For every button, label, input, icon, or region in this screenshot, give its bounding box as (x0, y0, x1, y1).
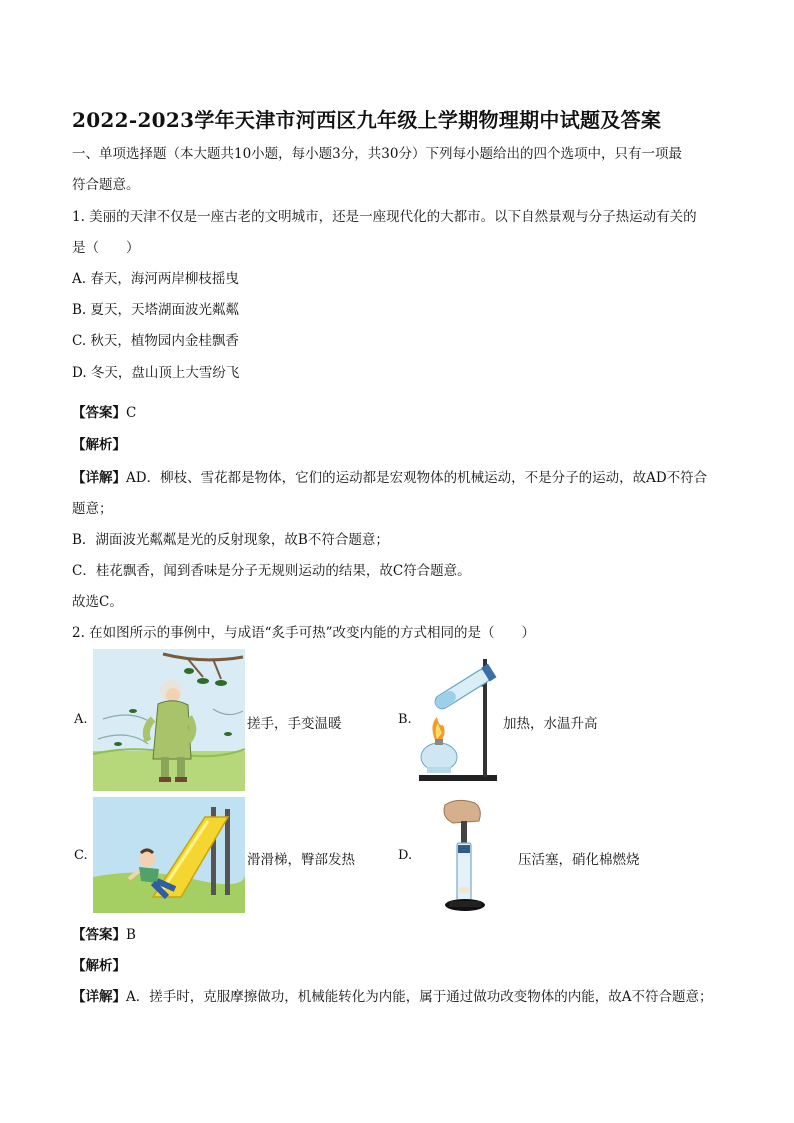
q2-answer (72, 925, 136, 945)
q1-detail-b: B．湖面波光粼粼是光的反射现象，故B不符合题意； (72, 532, 389, 548)
analysis-tag: 【解析】 (72, 437, 126, 453)
analysis-tag: 【解析】 (72, 958, 126, 974)
q1-conclusion: 故选C。 (72, 594, 123, 610)
q1-analysis-tag (72, 435, 126, 455)
q1-stem-line-2: 是（ ） (72, 240, 140, 256)
q2-option-c-text: 滑滑梯，臀部发热 (247, 852, 355, 868)
q2-option-a-illustration (93, 649, 245, 791)
answer-tag: 【答案】 (72, 405, 126, 421)
q2-option-a-letter: A. (74, 712, 88, 727)
q2-option-b-letter: B. (398, 712, 412, 727)
q1-option-c: C. 秋天，植物园内金桂飘香 (72, 333, 239, 349)
q2-detail-line-1 (72, 987, 713, 1007)
answer-value: C (126, 405, 137, 421)
page-title: 2022-2023学年天津市河西区九年级上学期物理期中试题及答案 (72, 108, 662, 132)
q1-detail-line-1 (72, 468, 707, 488)
detail-tag: 【详解】 (72, 989, 126, 1005)
q2-option-d-letter: D. (398, 848, 413, 863)
answer-tag: 【答案】 (72, 927, 126, 943)
detail-text: AD．柳枝、雪花都是物体，它们的运动都是宏观物体的机械运动，不是分子的运动，故AD不符合 (126, 470, 708, 486)
q2-option-d-illustration (435, 797, 495, 915)
q2-stem: 2. 在如图所示的事例中，与成语“炙手可热”改变内能的方式相同的是（ ） (72, 625, 535, 641)
q1-option-d: D. 冬天，盘山顶上大雪纷飞 (72, 365, 240, 381)
q2-option-b-text: 加热，水温升高 (503, 716, 598, 732)
q2-analysis-tag (72, 956, 126, 976)
q2-option-a-text: 搓手，手变温暖 (247, 716, 342, 732)
q1-stem-line-1: 1. 美丽的天津不仅是一座古老的文明城市，还是一座现代化的大都市。以下自然景观与分子热运动有关的 (72, 209, 697, 225)
section-intro-line-1: 一、单项选择题（本大题共10小题，每小题3分，共30分）下列每小题给出的四个选项中，只有一项最 (72, 146, 682, 162)
q2-option-d-text: 压活塞，硝化棉燃烧 (518, 852, 640, 868)
q2-option-c-letter: C. (74, 848, 88, 863)
answer-value: B (126, 927, 136, 943)
q1-option-a: A. 春天，海河两岸柳枝摇曳 (72, 271, 239, 287)
detail-tag: 【详解】 (72, 470, 126, 486)
q1-detail-line-2: 题意； (72, 501, 113, 517)
q2-option-b-illustration (413, 655, 501, 783)
q1-option-b: B. 夏天，天塔湖面波光粼粼 (72, 302, 240, 318)
q2-option-c-illustration (93, 797, 245, 913)
q1-detail-c: C．桂花飘香，闻到香味是分子无规则运动的结果，故C符合题意。 (72, 563, 471, 579)
detail-text: A．搓手时，克服摩擦做功，机械能转化为内能，属于通过做功改变物体的内能，故A不符合题意； (126, 989, 713, 1005)
section-intro-line-2: 符合题意。 (72, 177, 140, 193)
q1-answer (72, 403, 136, 423)
